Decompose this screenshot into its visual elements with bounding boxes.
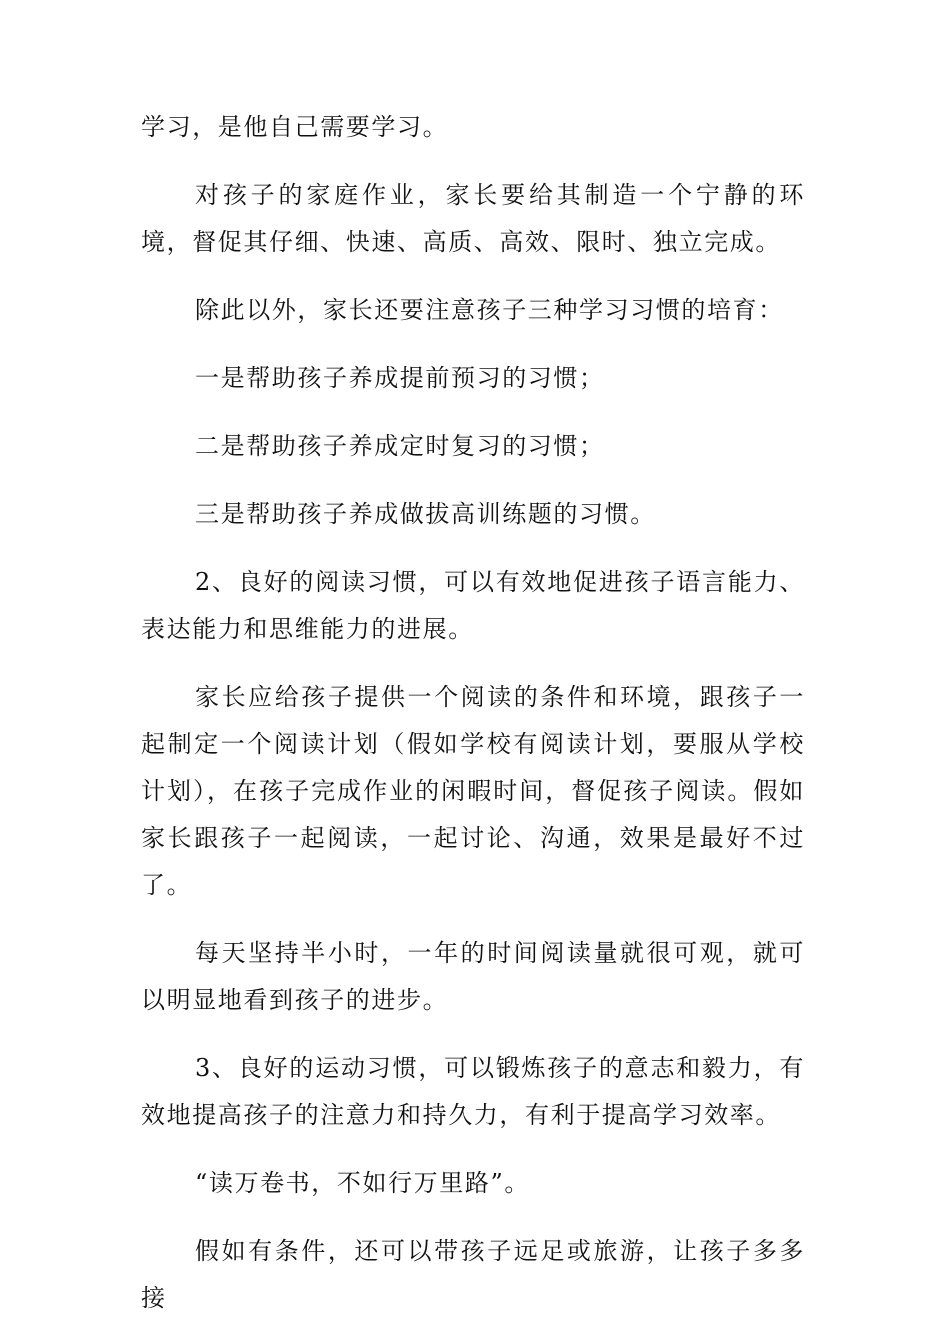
paragraph-three-habits-intro: 除此以外，家长还要注意孩子三种学习习惯的培育： bbox=[195, 296, 784, 324]
paragraph-reading-plan: 家长应给孩子提供一个阅读的条件和环境，跟孩子一起制定一个阅读计划（假如学校有阅读计划，要服从学校计划），在孩子完成作业的闲暇时间，督促孩子阅读。假如家长跟孩子一起阅读，一起讨论、沟通，效果是最好不过了。 bbox=[141, 683, 805, 899]
list-item-training-habit: 三是帮助孩子养成做拔高训练题的习惯。 bbox=[195, 500, 656, 528]
paragraph-daily-reading: 每天坚持半小时，一年的时间阅读量就很可观，就可以明显地看到孩子的进步。 bbox=[141, 939, 805, 1014]
paragraph-reading-habit: 2、良好的阅读习惯，可以有效地促进孩子语言能力、表达能力和思维能力的进展。 bbox=[141, 568, 805, 643]
list-item-review-habit: 二是帮助孩子养成定时复习的习惯； bbox=[195, 432, 605, 460]
paragraph-continuation: 学习，是他自己需要学习。 bbox=[141, 113, 449, 141]
list-item-preview-habit: 一是帮助孩子养成提前预习的习惯； bbox=[195, 364, 605, 392]
document-body bbox=[141, 104, 805, 1343]
paragraph-homework: 对孩子的家庭作业，家长要给其制造一个宁静的环境，督促其仔细、快速、高质、高效、限时、独立完成。 bbox=[141, 181, 805, 256]
paragraph-quote: “读万卷书，不如行万里路”。 bbox=[195, 1169, 530, 1197]
paragraph-exercise-habit: 3、良好的运动习惯，可以锻炼孩子的意志和毅力，有效地提高孩子的注意力和持久力，有利于提高学习效率。 bbox=[141, 1054, 805, 1129]
paragraph-travel: 假如有条件，还可以带孩子远足或旅游，让孩子多多接 bbox=[141, 1237, 805, 1312]
